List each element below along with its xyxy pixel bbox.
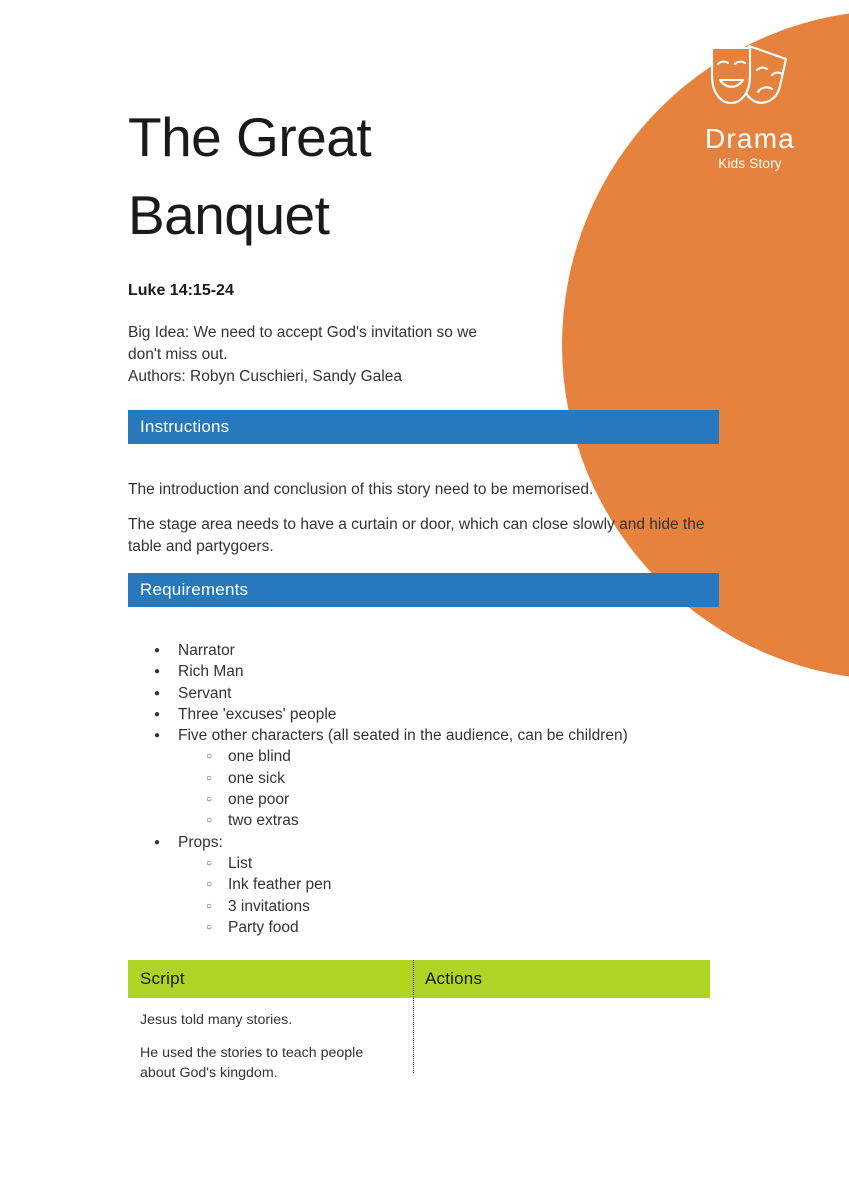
table-column-header-actions: Actions xyxy=(425,969,483,988)
list-item: ● Five other characters (all seated in the audience, can be children) xyxy=(128,725,708,746)
brand-logo-block xyxy=(655,40,845,171)
big-idea-line-1: Big Idea: We need to accept God's invitation so we xyxy=(128,324,478,341)
theatre-masks-icon xyxy=(702,40,798,116)
script-actions-table xyxy=(128,960,710,1096)
page-title: The Great Banquet xyxy=(128,106,372,247)
table-row xyxy=(128,998,710,1096)
list-item: ○ Party food xyxy=(128,917,708,938)
list-item: ● Servant xyxy=(128,683,708,704)
list-item: ● Props: xyxy=(128,832,708,853)
list-item: ○ one sick xyxy=(128,768,708,789)
authors-line: Authors: Robyn Cuschieri, Sandy Galea xyxy=(128,368,402,385)
table-header-row xyxy=(128,960,710,998)
table-column-divider xyxy=(413,960,414,1073)
list-item: ○ one poor xyxy=(128,789,708,810)
script-line: He used the stories to teach people about God's kingdom. xyxy=(140,1045,364,1082)
brand-name: Drama xyxy=(704,123,795,154)
scripture-reference: Luke 14:15-24 xyxy=(128,282,234,299)
requirements-list xyxy=(128,640,708,938)
list-item: ● Narrator xyxy=(128,640,708,661)
list-item: ○ Ink feather pen xyxy=(128,874,708,895)
brand-subtitle: Kids Story xyxy=(718,156,782,172)
section-header-instructions: Instructions xyxy=(128,410,719,444)
list-item: ○ two extras xyxy=(128,810,708,831)
script-line: Jesus told many stories. xyxy=(140,1012,293,1028)
section-header-requirements: Requirements xyxy=(128,573,719,607)
instructions-paragraph-1: The introduction and conclusion of this story need to be memorised. xyxy=(128,481,594,498)
table-cell-actions xyxy=(413,998,710,1096)
big-idea-line-2: don't miss out. xyxy=(128,346,228,363)
document-meta xyxy=(128,322,558,388)
list-item: ● Rich Man xyxy=(128,661,708,682)
list-item: ○ 3 invitations xyxy=(128,896,708,917)
list-item: ○ List xyxy=(128,853,708,874)
table-column-header-script: Script xyxy=(140,969,185,988)
instructions-paragraph-2: The stage area needs to have a curtain or door, which can close slowly and hide the table and partygoers. xyxy=(128,516,705,556)
list-item: ● Three 'excuses' people xyxy=(128,704,708,725)
table-cell-script xyxy=(128,998,413,1096)
list-item: ○ one blind xyxy=(128,746,708,767)
